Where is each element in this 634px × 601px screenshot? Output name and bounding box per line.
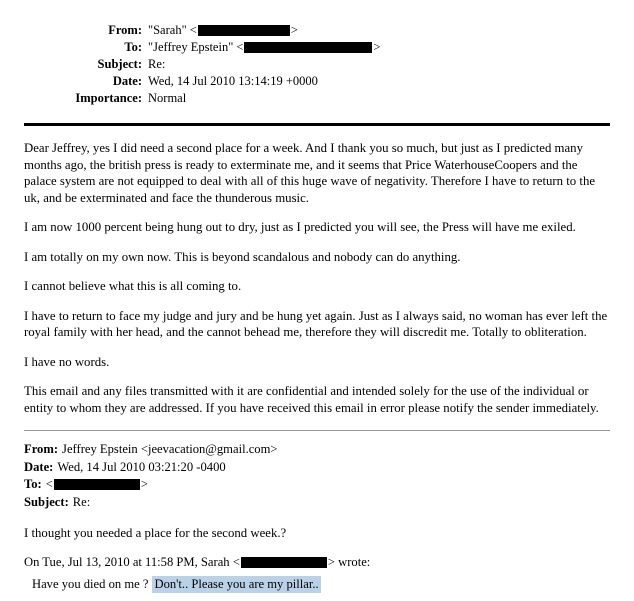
header-row-importance <box>58 90 610 107</box>
body-paragraph-disclaimer: This email and any files transmitted with it are confidential and intended solely for the use of the individual or entity to whom they are addressed. If you have received this email in error please notify the sender immediately. <box>24 384 599 415</box>
email-body-quoted <box>24 525 610 542</box>
quoted-subject-label: Subject: <box>24 494 69 509</box>
header-row-from <box>58 22 610 39</box>
nested-quote-suffix: > wrote: <box>327 554 371 569</box>
nested-quote-attribution <box>24 555 610 570</box>
body-paragraph: I am totally on my own now. This is beyond scandalous and nobody can do anything. <box>24 249 461 264</box>
body-paragraph: I have to return to face my judge and jury and be hung yet again. Just as I always said, no woman has ever left the royal family with her head, and the cannot behead me, therefore they will discredit me. Totally to obliteration. <box>24 308 608 339</box>
from-bracket-close: > <box>290 23 298 37</box>
quoted-header-row-from <box>24 441 610 459</box>
header-row-subject <box>58 56 610 73</box>
to-name: "Jeffrey Epstein" < <box>148 40 244 54</box>
email-body-primary <box>24 140 610 416</box>
subject-value: Re: <box>148 57 166 71</box>
quoted-to-label: To: <box>24 477 42 491</box>
nested-quote-highlighted: Don't.. Please you are my pillar.. <box>154 576 319 591</box>
from-name: "Sarah" < <box>148 23 197 37</box>
quoted-to-bracket-open: < <box>45 477 53 491</box>
quoted-subject-value: Re: <box>72 494 91 509</box>
nested-quote-plain: Have you died on me ? <box>32 576 149 591</box>
quoted-date-value: Wed, 14 Jul 2010 03:21:20 -0400 <box>57 459 226 474</box>
body-paragraph: I have no words. <box>24 354 110 369</box>
redaction-bar-nested-sender <box>241 557 327 568</box>
nested-quote-text <box>32 576 610 593</box>
importance-label: Importance: <box>75 91 142 105</box>
redaction-bar-quoted-to <box>54 479 140 490</box>
quoted-body-line: I thought you needed a place for the second week.? <box>24 526 287 540</box>
nested-quote-prefix: On Tue, Jul 13, 2010 at 11:58 PM, Sarah < <box>24 554 240 569</box>
body-paragraph: I am now 1000 percent being hung out to dry, just as I predicted you will see, the Press will have me exiled. <box>24 220 576 234</box>
header-row-to <box>58 39 610 56</box>
to-bracket-close: > <box>373 40 381 54</box>
quoted-to-bracket-close: > <box>140 477 148 491</box>
header-row-date <box>58 73 610 90</box>
to-value <box>148 39 610 56</box>
quoted-header-row-date <box>24 459 610 477</box>
from-label: From: <box>108 23 142 37</box>
redaction-bar-from <box>198 25 290 36</box>
body-paragraph: Dear Jeffrey, yes I did need a second place for a week. And I thank you so much, but just as I predicted many months ago, the british press is ready to exterminate me, and it seems that Price WaterhouseCoopers and the palace system are not equipped to deal with all of this huge wave of negativity. Therefore I have to return to the uk, and be exterminated and face the thunderous music. <box>24 141 596 205</box>
email-header-primary <box>58 22 610 107</box>
date-label: Date: <box>112 74 142 88</box>
quoted-header-row-subject <box>24 494 610 512</box>
subject-label: Subject: <box>97 57 142 71</box>
date-value: Wed, 14 Jul 2010 13:14:19 +0000 <box>148 74 318 88</box>
header-divider-thick <box>24 123 610 126</box>
importance-value: Normal <box>148 91 187 105</box>
email-header-quoted <box>24 441 610 511</box>
quoted-date-label: Date: <box>24 459 54 474</box>
to-label: To: <box>124 40 142 54</box>
from-value <box>148 22 610 39</box>
quoted-from-label: From: <box>24 442 59 456</box>
redaction-bar-to <box>244 42 372 53</box>
quoted-message-divider <box>24 430 610 431</box>
quoted-header-row-to <box>24 476 610 494</box>
quoted-from-value: Jeffrey Epstein <jeevacation@gmail.com> <box>62 442 278 456</box>
body-paragraph: I cannot believe what this is all coming to. <box>24 279 242 293</box>
